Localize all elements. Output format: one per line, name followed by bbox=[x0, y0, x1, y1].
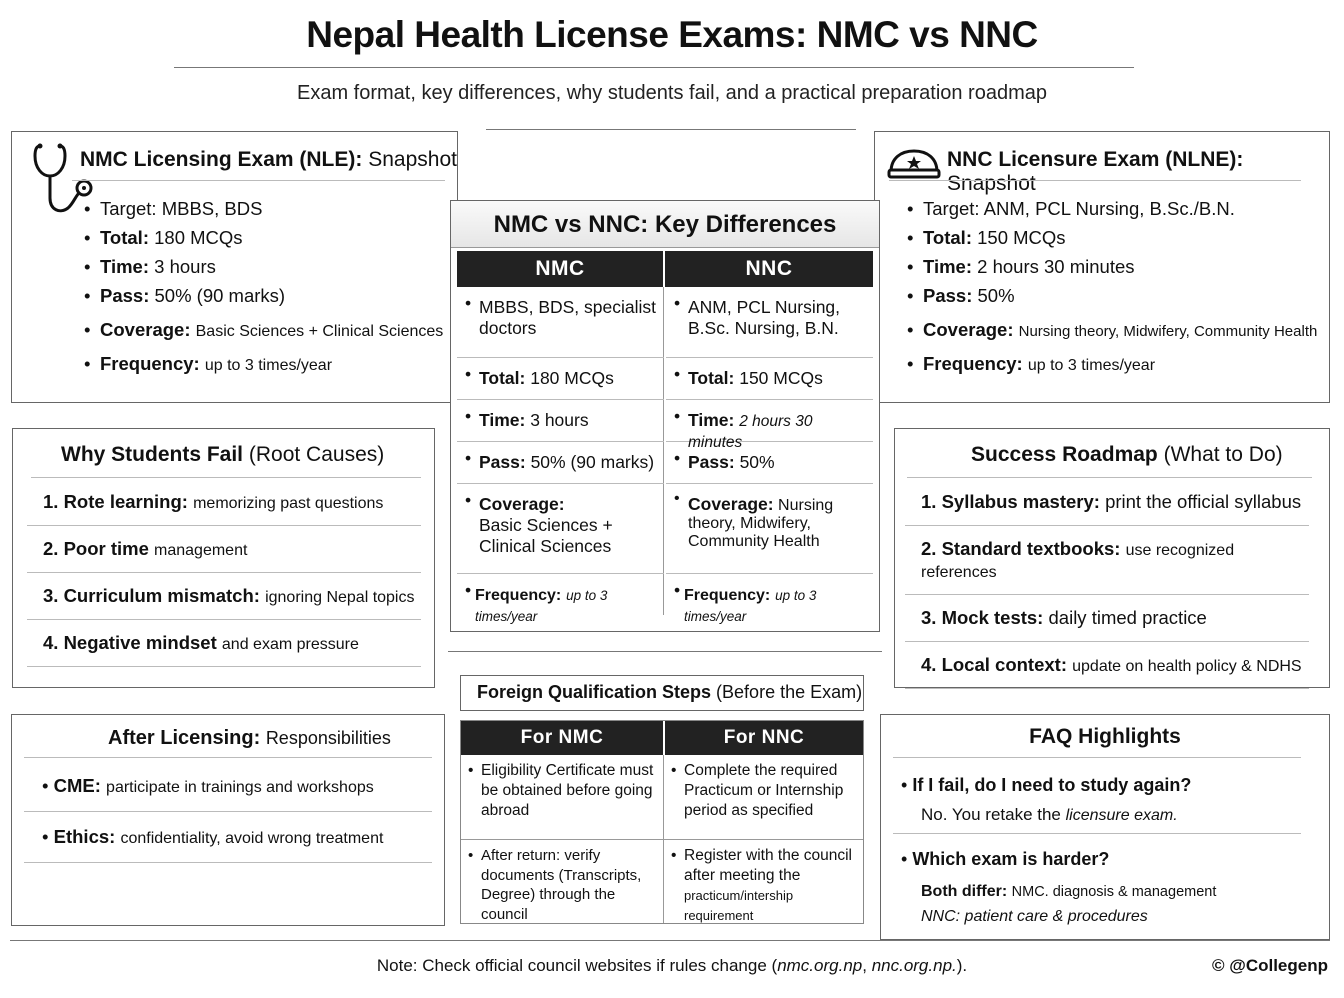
table-cell: • Total: 150 MCQs bbox=[666, 358, 873, 400]
list-item: • Total: 150 MCQs bbox=[907, 227, 1327, 249]
why-fail-list bbox=[27, 479, 421, 667]
nmc-link[interactable]: nmc.org.np bbox=[777, 956, 863, 975]
roadmap-title: Success Roadmap (What to Do) bbox=[971, 443, 1283, 466]
table-cell: • Coverage: Nursing theory, Midwifery, Community Health bbox=[666, 484, 873, 574]
list-item: 2. Standard textbooks: use recognized references bbox=[905, 526, 1309, 595]
after-licensing-list bbox=[24, 757, 432, 863]
table-cell: • Total: 180 MCQs bbox=[457, 358, 664, 400]
page-subtitle: Exam format, key differences, why students fail, and a practical preparation roadmap bbox=[296, 82, 1047, 104]
title-divider bbox=[174, 67, 1134, 68]
list-item: • Time: 3 hours bbox=[84, 256, 454, 278]
nmc-snapshot-divider bbox=[72, 180, 445, 181]
list-item: • Target: MBBS, BDS bbox=[84, 198, 454, 220]
column-header-for-nmc: For NMC bbox=[461, 721, 663, 755]
table-cell: • ANM, PCL Nursing, B.Sc. Nursing, B.N. bbox=[666, 287, 873, 358]
table-cell: • MBBS, BDS, specialist doctors bbox=[457, 287, 664, 358]
table-cell: • After return: verify documents (Transcripts, Degree) through the council bbox=[461, 840, 664, 922]
faq-answer-2-line2: NNC: patient care & procedures bbox=[921, 908, 1148, 925]
list-item: • Pass: 50% (90 marks) bbox=[84, 285, 454, 307]
center-divider bbox=[448, 651, 882, 652]
nnc-snapshot-divider bbox=[889, 180, 1301, 181]
faq-question-2: • Which exam is harder? bbox=[901, 849, 1110, 869]
faq-answer-1: No. You retake the licensure exam. bbox=[921, 805, 1178, 824]
column-header-for-nnc: For NNC bbox=[665, 721, 863, 755]
nmc-snapshot-title: NMC Licensing Exam (NLE): Snapshot bbox=[80, 148, 457, 171]
page-title: Nepal Health License Exams: NMC vs NNC bbox=[306, 14, 1038, 55]
table-cell: • Pass: 50% (90 marks) bbox=[457, 442, 664, 484]
table-cell: • Frequency: up to 3 times/year bbox=[457, 574, 664, 614]
list-item: 3. Curriculum mismatch: ignoring Nepal topics bbox=[27, 573, 421, 620]
roadmap-card bbox=[894, 428, 1330, 688]
footer-divider bbox=[10, 940, 1330, 941]
list-item: • Frequency: up to 3 times/year bbox=[907, 353, 1327, 375]
nnc-snapshot-card bbox=[874, 131, 1330, 403]
list-item: • CME: participate in trainings and workshops bbox=[24, 757, 432, 812]
list-item: 4. Local context: update on health policy & NDHS bbox=[905, 642, 1309, 689]
nnc-link[interactable]: nnc.org.np. bbox=[871, 956, 957, 975]
table-cell: • Register with the council after meeting the practicum/intership requirement bbox=[664, 840, 863, 922]
table-cell: • Coverage: Basic Sciences + Clinical Sciences bbox=[457, 484, 664, 574]
list-item: 2. Poor time management bbox=[27, 526, 421, 573]
nmc-snapshot-list bbox=[84, 198, 454, 382]
after-licensing-card bbox=[11, 714, 445, 926]
column-header-nnc: NNC bbox=[665, 251, 873, 287]
column-header-nmc: NMC bbox=[457, 251, 663, 287]
list-item: • Ethics: confidentiality, avoid wrong treatment bbox=[24, 812, 432, 863]
list-item: • Total: 180 MCQs bbox=[84, 227, 454, 249]
nurse-cap-icon bbox=[887, 148, 941, 180]
table-cell: • Pass: 50% bbox=[666, 442, 873, 484]
faq-question-1: • If I fail, do I need to study again? bbox=[901, 775, 1192, 795]
faq-divider bbox=[893, 757, 1301, 758]
nmc-snapshot-card bbox=[11, 131, 458, 403]
table-cell: • Frequency: up to 3 times/year bbox=[666, 574, 873, 614]
faq-answer-2: Both differ: NMC. diagnosis & management bbox=[921, 883, 1217, 900]
faq-card bbox=[880, 714, 1330, 940]
credit: © @Collegenp bbox=[1212, 956, 1328, 975]
list-item: 3. Mock tests: daily timed practice bbox=[905, 595, 1309, 642]
roadmap-list bbox=[905, 479, 1309, 689]
foreign-steps-title: Foreign Qualification Steps (Before the Exam) bbox=[460, 675, 864, 711]
key-differences-title: NMC vs NNC: Key Differences bbox=[451, 201, 879, 248]
list-item: • Coverage: Basic Sciences + Clinical Sciences bbox=[84, 319, 454, 341]
subtitle-divider bbox=[486, 129, 856, 130]
table-cell: • Time: 3 hours bbox=[457, 400, 664, 442]
list-item: • Time: 2 hours 30 minutes bbox=[907, 256, 1327, 278]
why-fail-divider bbox=[31, 477, 421, 478]
why-fail-card bbox=[12, 428, 435, 688]
after-licensing-title: After Licensing: Responsibilities bbox=[108, 727, 391, 749]
table-cell: • Eligibility Certificate must be obtained before going abroad bbox=[461, 755, 664, 839]
faq-divider-2 bbox=[893, 833, 1301, 834]
list-item: • Pass: 50% bbox=[907, 285, 1327, 307]
list-item: • Coverage: Nursing theory, Midwifery, Community Health bbox=[907, 319, 1327, 341]
roadmap-divider bbox=[907, 477, 1312, 478]
table-cell: • Time: 2 hours 30 minutes bbox=[666, 400, 873, 442]
why-fail-title: Why Students Fail (Root Causes) bbox=[61, 443, 385, 466]
list-item: • Target: ANM, PCL Nursing, B.Sc./B.N. bbox=[907, 198, 1327, 220]
nnc-snapshot-title: NNC Licensure Exam (NLNE): Snapshot bbox=[947, 148, 1244, 195]
list-item: • Frequency: up to 3 times/year bbox=[84, 353, 454, 375]
nnc-snapshot-list bbox=[907, 198, 1327, 382]
list-item: 4. Negative mindset and exam pressure bbox=[27, 620, 421, 667]
key-differences-card bbox=[450, 200, 880, 632]
foreign-steps-table bbox=[460, 720, 864, 924]
faq-title: FAQ Highlights bbox=[1029, 725, 1181, 748]
table-cell: • Complete the required Practicum or Internship period as specified bbox=[664, 755, 863, 839]
list-item: 1. Syllabus mastery: print the official syllabus bbox=[905, 479, 1309, 526]
footer-note: Note: Check official council websites if rules change (nmc.org.np, nnc.org.np.). bbox=[376, 956, 968, 975]
list-item: 1. Rote learning: memorizing past questions bbox=[27, 479, 421, 526]
